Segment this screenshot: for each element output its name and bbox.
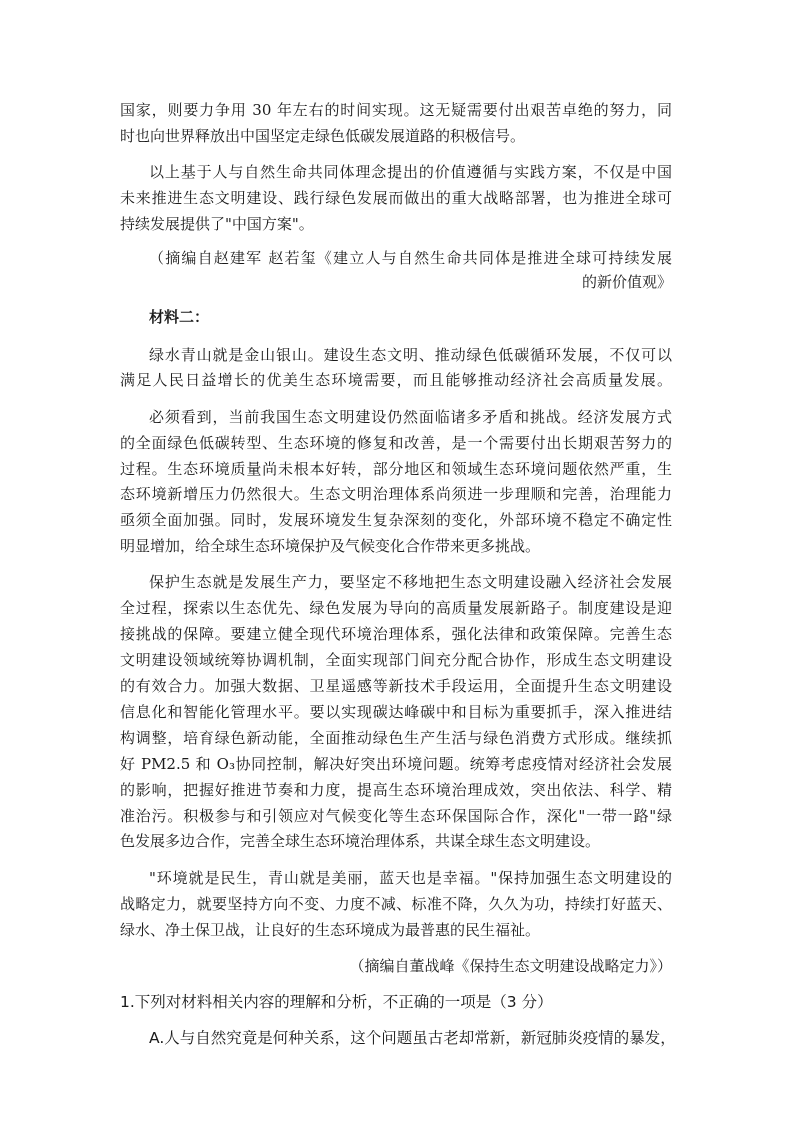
paragraph-line: 好 PM2.5 和 O₃协同控制，解决好突出环境问题。统筹考虑疫情对经济社会发展 — [120, 755, 672, 773]
paragraph-line: 战略定力，就要坚持方向不变、力度不减、标准不降，久久为功，持续打好蓝天、 — [120, 895, 672, 913]
section-heading: 材料二： — [149, 308, 210, 326]
paragraph-line: 准治污。积极参与和引领应对气候变化等生态环保国际合作，深化"一带一路"绿 — [120, 807, 672, 825]
paragraph-line: 绿水、净土保卫战，让良好的生态环境成为最普惠的民生福祉。 — [120, 921, 541, 939]
source-citation: （摘编自董战峰《保持生态文明建设战略定力》） — [349, 957, 672, 975]
paragraph-line: 国家，则要力争用 30 年左右的时间实现。这无疑需要付出艰苦卓绝的努力，同 — [120, 101, 672, 119]
paragraph-line: 信息化和智能化管理水平。要以实现碳达峰碳中和目标为重要抓手，深入推进结 — [120, 703, 672, 721]
source-citation: 的新价值观》 — [581, 273, 672, 291]
paragraph-line: "环境就是民生，青山就是美丽，蓝天也是幸福。"保持加强生态文明建设的 — [149, 869, 672, 887]
source-citation: （摘编自赵建军 赵若玺《建立人与自然生命共同体是推进全球可持续发展 — [149, 249, 672, 267]
paragraph-line: 全过程，探索以生态优先、绿色发展为导向的高质量发展新路子。制度建设是迎 — [120, 599, 672, 617]
paragraph-line: 保护生态就是发展生产力，要坚定不移地把生态文明建设融入经济社会发展 — [149, 573, 672, 591]
paragraph-line: 接挑战的保障。要建立健全现代环境治理体系，强化法律和政策保障。完善生态 — [120, 625, 672, 643]
paragraph-line: 态环境新增压力仍然很大。生态文明治理体系尚须进一步理顺和完善，治理能力 — [120, 485, 672, 503]
paragraph-line: 绿水青山就是金山银山。建设生态文明、推动绿色低碳循环发展，不仅可以 — [149, 346, 672, 364]
paragraph-line: 的有效合力。加强大数据、卫星遥感等新技术手段运用，全面提升生态文明建设 — [120, 677, 672, 695]
paragraph-line: 明显增加，给全球生态环境保护及气候变化合作带来更多挑战。 — [120, 537, 541, 555]
paragraph-line: 过程。生态环境质量尚未根本好转，部分地区和领域生态环境问题依然严重，生 — [120, 460, 672, 478]
paragraph-line: 的影响，把握好推进节奏和力度，提高生态环境治理成效，突出依法、科学、精 — [120, 781, 672, 799]
paragraph-line: 亟须全面加强。同时，发展环境发生复杂深刻的变化，外部环境不稳定不确定性 — [120, 511, 672, 529]
question-stem: 1.下列对材料相关内容的理解和分析，不正确的一项是（3 分） — [120, 993, 553, 1011]
paragraph-line: 色发展多边合作，完善全球生态环境治理体系，共谋全球生态文明建设。 — [120, 832, 601, 850]
paragraph-line: 文明建设领域统筹协调机制，全面实现部门间充分配合协作，形成生态文明建设 — [120, 651, 672, 669]
paragraph-line: 未来推进生态文明建设、践行绿色发展而做出的重大战略部署，也为推进全球可 — [120, 189, 672, 207]
paragraph-line: 必须看到，当前我国生态文明建设仍然面临诸多矛盾和挑战。经济发展方式 — [149, 408, 672, 426]
option-a: A.人与自然究竟是何种关系，这个问题虽古老却常新，新冠肺炎疫情的暴发， — [149, 1029, 676, 1047]
paragraph-line: 持续发展提供了"中国方案"。 — [120, 215, 314, 233]
paragraph-line: 的全面绿色低碳转型、生态环境的修复和改善，是一个需要付出长期艰苦努力的 — [120, 434, 672, 452]
paragraph-line: 时也向世界释放出中国坚定走绿色低碳发展道路的积极信号。 — [120, 127, 526, 145]
paragraph-line: 构调整，培育绿色新动能，全面推动绿色生产生活与绿色消费方式形成。继续抓 — [120, 729, 672, 747]
paragraph-line: 以上基于人与自然生命共同体理念提出的价值遵循与实践方案，不仅是中国 — [149, 163, 672, 181]
paragraph-line: 满足人民日益增长的优美生态环境需要，而且能够推动经济社会高质量发展。 — [120, 371, 672, 389]
